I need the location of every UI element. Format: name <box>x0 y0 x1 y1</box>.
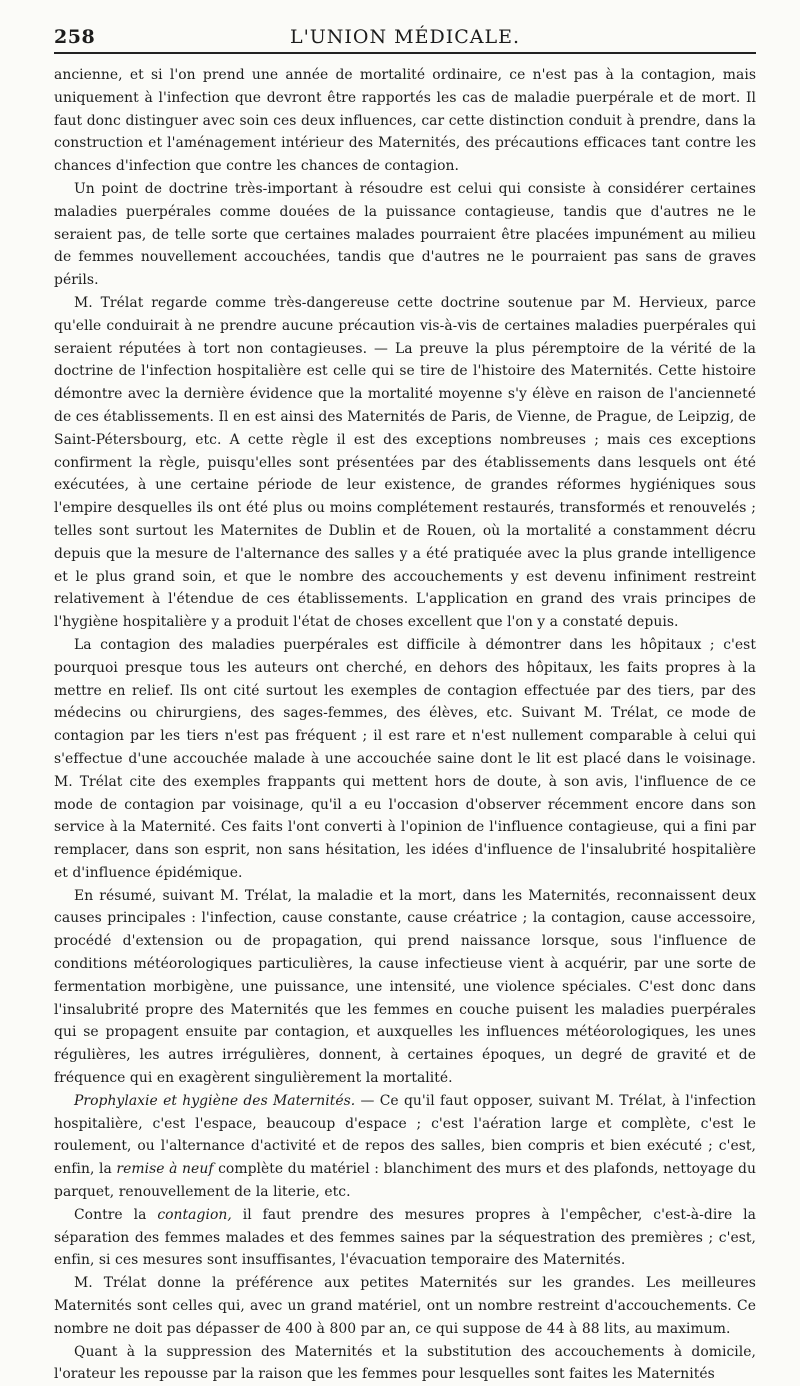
text-run: Quant à la suppression des Maternités et la substitution des accouchements à domicile, l'orateur les repousse par la raison que les femmes pour lesquelles sont faites les Maternités <box>54 1343 756 1383</box>
text-run: La contagion des maladies puerpérales est difficile à démontrer dans les hôpitaux ; c'est pourquoi presque tous les auteurs ont cherché, en dehors des hôpitaux, les faits propres à la mettre en relief. Ils ont cité surtout les exemples de contagion effectuée par des tiers, par des médecins ou chirurgiens, des sages-femmes, des élèves, etc. Suivant M. Trélat, ce mode de contagion par les tiers n'est pas fréquent ; il est rare et n'est nullement comparable à celui qui s'effectue d'une accouchée malade à une accouchée saine dont le lit est placé dans le voisinage. M. Trélat cite des exemples frappants qui mettent hors de doute, à son avis, l'influence de ce mode de contagion par voisinage, qu'il a eu l'occasion d'observer récemment encore dans son service à la Maternité. Ces faits l'ont converti à l'opinion de l'influence contagieuse, qui a fini par remplacer, dans son esprit, non sans hésitation, les idées d'influence de l'insalubrité hospitalière et d'influence épidémique. <box>54 636 756 881</box>
text-run: M. Trélat donne la préférence aux petites Maternités sur les grandes. Les meilleures Maternités sont celles qui, avec un grand matériel, ont un nombre restreint d'accouchements. Ce nombre ne doit pas dépasser de 400 à 800 par an, ce qui suppose de 44 à 88 lits, au maximum. <box>54 1275 756 1337</box>
text-run: En résumé, suivant M. Trélat, la maladie et la mort, dans les Maternités, reconnaissent deux causes principales : l'infection, cause constante, cause créatrice ; la contagion, cause accessoire, procédé d'extension ou de propagation, qui prend naissance lorsque, sous l'influence de conditions météorologiques particulières, la cause infectieuse vient à acquérir, par une sorte de fermentation morbigène, une puissance, une intensité, une violence spéciales. C'est donc dans l'insalubrité propre des Maternités que les femmes en couche puisent les maladies puerpérales qui se propagent ensuite par contagion, et auxquelles les influences météorologiques, les unes régulières, les autres irrégulières, donnent, à certaines époques, un degré de gravité et de fréquence qui en exagèrent singulièrement la mortalité. <box>54 887 756 1087</box>
paragraph <box>54 1090 756 1204</box>
italic-text: contagion, <box>157 1206 232 1223</box>
text-run: Contre la <box>74 1206 158 1223</box>
journal-title: L'UNION MÉDICALE. <box>289 26 521 48</box>
italic-text: Prophylaxie et hygiène des Maternités. <box>74 1092 356 1109</box>
paragraph <box>54 1341 756 1386</box>
text-run: M. Trélat regarde comme très-dangereuse cette doctrine soutenue par M. Hervieux, parce qu'elle conduirait à ne prendre aucune précaution vis-à-vis de certaines maladies puerpérales qui seraient réputées à tort non contagieuses. — La preuve la plus péremptoire de la vérité de la doctrine de l'infection hospitalière est celle qui se tire de l'histoire des Maternités. Cette histoire démontre avec la dernière évidence que la mortalité moyenne s'y élève en raison de l'ancienneté de ces établissements. Il en est ainsi des Maternités de Paris, de Vienne, de Prague, de Leipzig, de Saint-Pétersbourg, etc. A cette règle il est des exceptions nombreuses ; mais ces exceptions confirment la règle, puisqu'elles sont présentées par des établissements dans lesquels ont été exécutées, à une certaine période de leur existence, de grandes réformes hygiéniques sous l'empire desquelles ils ont été plus ou moins complétement restaurés, transformés et renouvelés ; telles sont surtout les Maternites de Dublin et de Rouen, où la mortalité a constamment décru depuis que la mesure de l'alternance des salles y a été pratiquée avec la plus grande intelligence et le plus grand soin, et que le nombre des accouchements y est devenu infiniment restreint relativement à l'étendue de ces établissements. L'application en grand des vrais principes de l'hygiène hospitalière y a produit l'état de choses excellent que l'on y a constaté depuis. <box>54 294 756 631</box>
text-run: Un point de doctrine très-important à résoudre est celui qui consiste à considérer certaines maladies puerpérales comme douées de la puissance contagieuse, tandis que d'autres ne le seraient pas, de telle sorte que certaines malades pourraient être placées impunément au milieu de femmes nouvellement accouchées, tandis que d'autres ne le pourraient pas sans de graves périls. <box>54 180 756 289</box>
paragraph <box>54 885 756 1090</box>
paragraph <box>54 292 756 634</box>
text-run: il faut prendre des mesures propres à l'empêcher, c'est-à-dire la séparation des femmes malades et des femmes saines par la séquestration des premières ; c'est, enfin, si ces mesures sont insuffisantes, l'évacuation temporaire des Maternités. <box>54 1206 757 1269</box>
paragraph <box>54 634 756 885</box>
paragraph <box>54 64 756 178</box>
page-number: 258 <box>54 26 96 48</box>
text-run: ancienne, et si l'on prend une année de mortalité ordinaire, ce n'est pas à la contagion, mais uniquement à l'infection que devront être rapportés les cas de maladie puerpérale et de mort. Il faut donc distinguer avec soin ces deux influences, car cette distinction conduit à prendre, dans la construction et l'aménagement intérieur des Maternités, des précautions efficaces tant contre les chances d'infection que contre les chances de contagion. <box>54 67 756 175</box>
paragraph <box>54 1272 756 1340</box>
paragraph <box>54 178 756 292</box>
paragraph <box>54 1204 756 1272</box>
running-head <box>54 22 756 54</box>
article-body <box>54 64 756 1386</box>
italic-text: remise à neuf <box>116 1161 214 1178</box>
text-run: — Ce qu'il faut opposer, suivant M. Trélat, à l'infection hospitalière, c'est l'espace, beaucoup d'espace ; c'est l'aération large et complète, c'est le roulement, ou l'alternance d'activité et de repos des salles, bien compris et bien exécuté ; c'est, enfin, la <box>54 1092 756 1178</box>
text-run: complète du matériel : blanchiment des murs et des plafonds, nettoyage du parquet, renouvellement de la literie, etc. <box>54 1161 756 1201</box>
